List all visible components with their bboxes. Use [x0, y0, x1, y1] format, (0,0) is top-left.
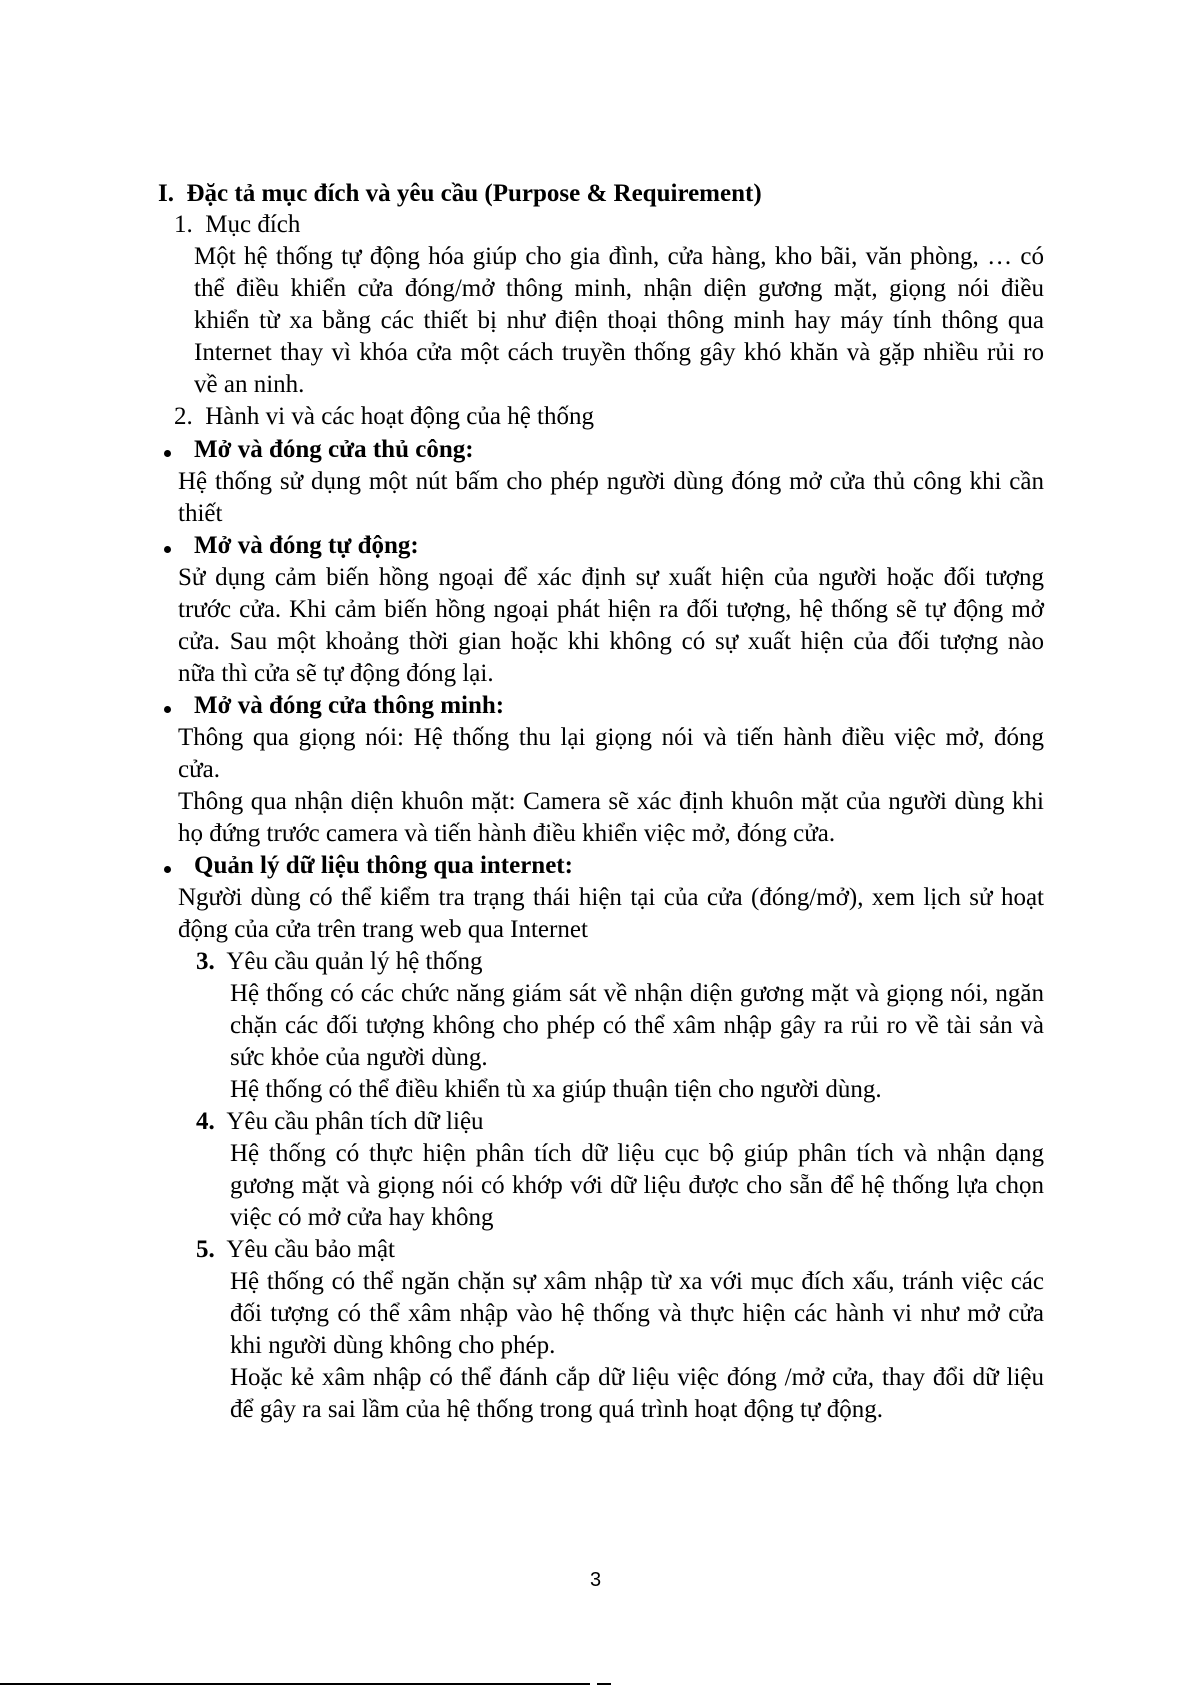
item-5-line: đối tượng có thể xâm nhập vào hệ thống và thực hiện các hành vi như mở cửa: [230, 1300, 1044, 1327]
section-numeral: I.: [158, 180, 174, 207]
item-4-number: 4.: [196, 1108, 215, 1135]
item-4-line: việc có mở cửa hay không: [230, 1204, 494, 1231]
item-5-number: 5.: [196, 1236, 215, 1263]
item-5-line: Hoặc kẻ xâm nhập có thể đánh cắp dữ liệu việc đóng /mở cửa, thay đổi dữ liệu: [230, 1364, 1044, 1391]
item-5-line: Hệ thống có thể ngăn chặn sự xâm nhập từ xa với mục đích xấu, tránh việc các: [230, 1268, 1044, 1295]
bullet-2-line: nữa thì cửa sẽ tự động đóng lại.: [178, 660, 494, 687]
section-heading: [158, 178, 762, 210]
bullet-dot: [164, 706, 171, 713]
item-1-number: 1.: [174, 211, 193, 238]
item-3-line: sức khỏe của người dùng.: [230, 1044, 488, 1071]
item-2-heading: [174, 401, 594, 433]
bullet-3-line: Thông qua nhận diện khuôn mặt: Camera sẽ xác định khuôn mặt của người dùng khi: [178, 788, 1044, 815]
item-5-heading: [196, 1234, 395, 1266]
item-3-line: Hệ thống có các chức năng giám sát về nhận diện gương mặt và giọng nói, ngăn: [230, 980, 1044, 1007]
item-4-title: Yêu cầu phân tích dữ liệu: [226, 1108, 484, 1135]
item-5-line: để gây ra sai lầm của hệ thống trong quá trình hoạt động tự động.: [230, 1396, 883, 1423]
item-1-line: Internet thay vì khóa cửa một cách truyền thống gây khó khăn và gặp nhiều rủi ro: [194, 339, 1044, 366]
bullet-dot: [164, 546, 171, 553]
bullet-2-line: trước cửa. Khi cảm biến hồng ngoại phát hiện ra đối tượng, hệ thống sẽ tự động mở: [178, 596, 1044, 623]
bullet-1-line: thiết: [178, 500, 223, 527]
bullet-4-line: Người dùng có thể kiểm tra trạng thái hiện tại của cửa (đóng/mở), xem lịch sử hoạt: [178, 884, 1044, 911]
item-3-line: chặn các đối tượng không cho phép có thể xâm nhập gây ra rủi ro về tài sản và: [230, 1012, 1044, 1039]
bullet-3-title: Mở và đóng cửa thông minh:: [194, 692, 505, 719]
bullet-3-line: Thông qua giọng nói: Hệ thống thu lại giọng nói và tiến hành điều việc mở, đóng: [178, 724, 1044, 751]
item-3-number: 3.: [196, 948, 215, 975]
bullet-4-line: động của cửa trên trang web qua Internet: [178, 916, 588, 943]
item-2-number: 2.: [174, 403, 193, 430]
bullet-4-title: Quản lý dữ liệu thông qua internet:: [194, 852, 573, 879]
bullet-3-line: cửa.: [178, 756, 220, 783]
item-4-line: gương mặt và giọng nói có khớp với dữ liệu được cho sẵn để hệ thống lựa chọn: [230, 1172, 1044, 1199]
bullet-2-title: Mở và đóng tự động:: [194, 532, 419, 559]
bullet-dot: [164, 866, 171, 873]
item-3-heading: [196, 946, 483, 978]
item-1-title: Mục đích: [205, 211, 301, 238]
item-3-title: Yêu cầu quản lý hệ thống: [226, 948, 483, 975]
bullet-2-line: cửa. Sau một khoảng thời gian hoặc khi không có sự xuất hiện của đối tượng nào: [178, 628, 1044, 655]
item-1-line: Một hệ thống tự động hóa giúp cho gia đình, cửa hàng, kho bãi, văn phòng, … có: [194, 243, 1044, 270]
bullet-dot: [164, 450, 171, 457]
item-1-line: về an ninh.: [194, 371, 305, 398]
item-1-line: khiển từ xa bằng các thiết bị như điện thoại thông minh hay máy tính thông qua: [194, 307, 1044, 334]
bullet-2-line: Sử dụng cảm biến hồng ngoại để xác định sự xuất hiện của người hoặc đối tượng: [178, 564, 1044, 591]
item-5-line: khi người dùng không cho phép.: [230, 1332, 556, 1359]
item-1-heading: [174, 209, 300, 241]
item-4-heading: [196, 1106, 484, 1138]
section-title: Đặc tả mục đích và yêu cầu (Purpose & Requirement): [186, 180, 762, 207]
item-3-line: Hệ thống có thể điều khiển tù xa giúp thuận tiện cho người dùng.: [230, 1076, 882, 1103]
item-4-line: Hệ thống có thực hiện phân tích dữ liệu cục bộ giúp phân tích và nhận dạng: [230, 1140, 1044, 1167]
item-2-title: Hành vi và các hoạt động của hệ thống: [205, 403, 595, 430]
bullet-1-line: Hệ thống sử dụng một nút bấm cho phép người dùng đóng mở cửa thủ công khi cần: [178, 468, 1044, 495]
item-5-title: Yêu cầu bảo mật: [226, 1236, 396, 1263]
bullet-3-line: họ đứng trước camera và tiến hành điều khiển việc mở, đóng cửa.: [178, 820, 836, 847]
bullet-1-title: Mở và đóng cửa thủ công:: [194, 436, 474, 463]
item-1-line: thể điều khiển cửa đóng/mở thông minh, nhận diện gương mặt, giọng nói điều: [194, 275, 1044, 302]
page-number: 3: [589, 1569, 602, 1591]
